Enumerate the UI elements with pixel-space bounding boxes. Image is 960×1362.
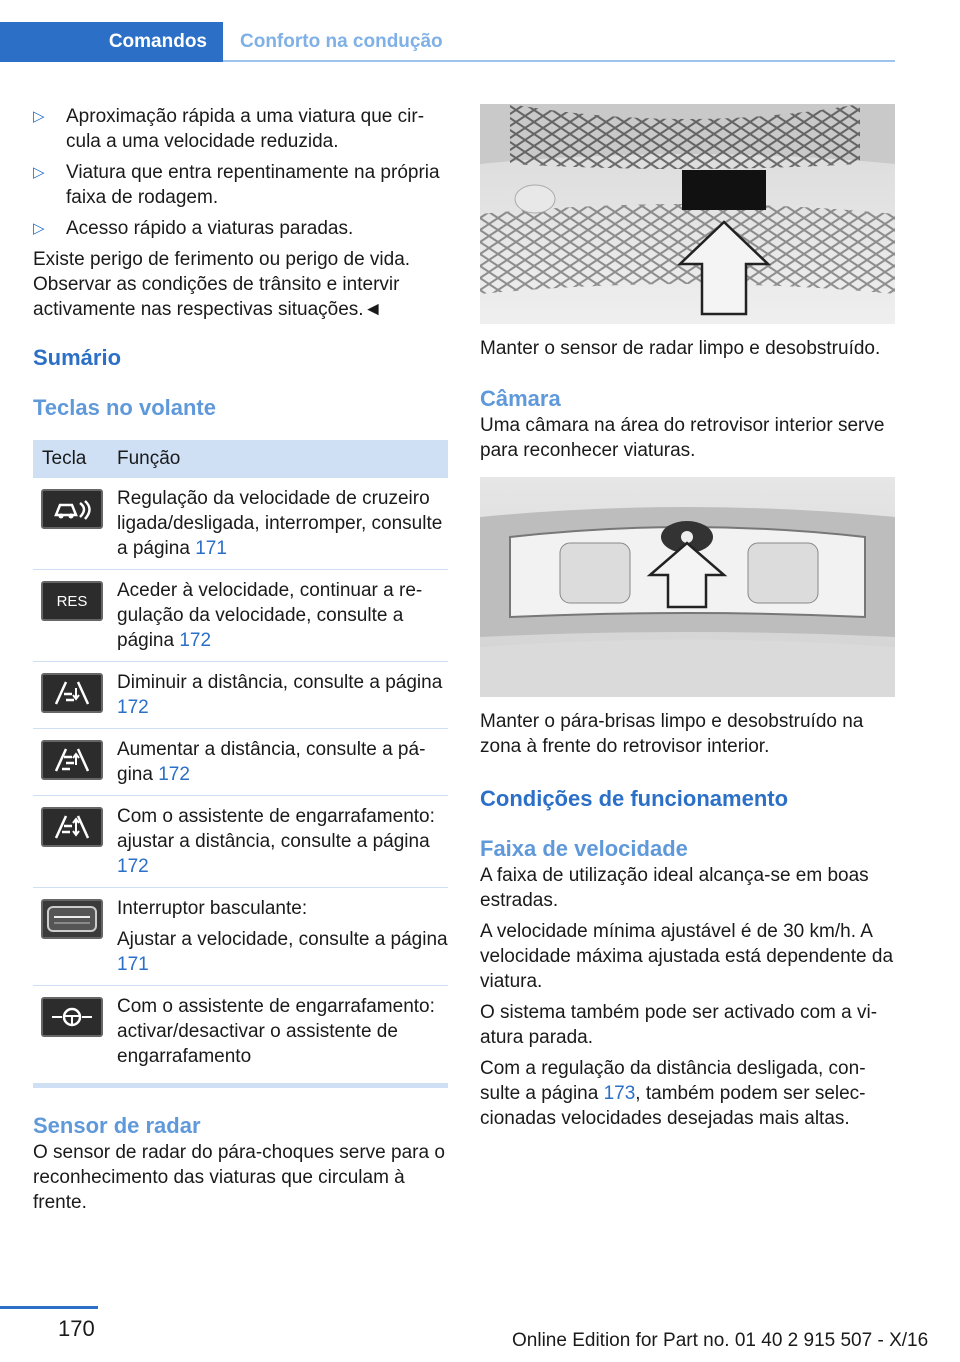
table-row — [33, 729, 448, 796]
function-cell — [117, 486, 448, 561]
warning-text: Existe perigo de ferimento ou perigo de vida. Observar as condições de trânsito e intervir activamente nas respectivas situações.◄ — [33, 249, 411, 320]
page-header — [0, 0, 960, 62]
heading-speed-range: Faixa de velocidade — [480, 836, 688, 861]
distance-adjust-icon — [41, 807, 103, 847]
table-row — [33, 986, 448, 1083]
page-link[interactable]: 172 — [179, 630, 212, 651]
function-text: Diminuir a distância, consulte a página — [117, 672, 443, 693]
function-text: Interruptor basculante: — [117, 898, 308, 919]
bullet-item — [33, 216, 448, 241]
heading-operating-conditions: Condições de funcionamento — [480, 786, 789, 811]
table-row — [33, 888, 448, 986]
table-bottom-rule — [33, 1083, 448, 1088]
heading-camera: Câmara — [480, 386, 561, 411]
speed-text: , também podem ser seleccionadas velocidades desejadas mais altas. — [480, 1083, 866, 1129]
bullet-item — [33, 104, 448, 154]
triangle-bullet-icon: ▷ — [33, 220, 45, 237]
table-header — [33, 440, 448, 478]
page-number: 170 — [58, 1316, 95, 1341]
page-link[interactable]: 172 — [117, 697, 149, 718]
function-text: Ajustar a velocidade, consulte a página — [117, 929, 448, 950]
header-tab-label: Comandos — [108, 31, 207, 52]
res-icon — [41, 581, 103, 621]
rocker-switch-icon — [41, 899, 103, 939]
speed-paragraph-4 — [480, 1056, 895, 1131]
table-row — [33, 478, 448, 570]
heading-radar-sensor: Sensor de radar — [33, 1113, 201, 1138]
column-header-key: Tecla — [42, 448, 87, 469]
function-text: Com o assistente de engarrafamento: ajustar a distância, consulte a página — [117, 806, 435, 852]
camera-image — [480, 477, 895, 697]
table-row — [33, 662, 448, 729]
function-cell — [117, 737, 448, 787]
function-cell — [117, 670, 448, 720]
radar-sensor-image — [480, 104, 895, 324]
speed-paragraph-1: A faixa de utilização ideal alcança-se em boas estradas. — [480, 865, 869, 911]
right-column — [480, 104, 895, 1137]
table-row — [33, 796, 448, 888]
function-text: Aceder à velocidade, continuar a regulação da velocidade, consulte a página — [117, 580, 423, 651]
speed-text: Com a regulação da distância desligada, consulte a página — [480, 1058, 866, 1104]
speed-paragraph-3: O sistema também pode ser activado com a viatura parada. — [480, 1002, 878, 1048]
speed-paragraph-2: A velocidade mínima ajustável é de 30 km/h. A velocidade máxima ajustada está dependente da viatura. — [480, 921, 894, 992]
cruise-control-icon — [41, 489, 103, 529]
function-text: Regulação da velocidade de cruzeiro ligada/desligada, interromper, consulte a página — [117, 488, 443, 559]
page-link[interactable]: 173 — [603, 1083, 636, 1104]
function-cell — [117, 578, 448, 653]
page-link[interactable]: 171 — [117, 954, 149, 975]
header-divider — [223, 60, 895, 62]
page-link[interactable]: 171 — [195, 538, 227, 559]
bullet-text: Acesso rápido a viaturas paradas. — [66, 218, 354, 239]
bullet-item — [33, 160, 448, 210]
function-cell — [117, 896, 448, 977]
distance-decrease-icon — [41, 673, 103, 713]
distance-increase-icon — [41, 740, 103, 780]
camera-caption: Manter o pára-brisas limpo e desobstruído na zona à frente do retrovisor interior. — [480, 711, 864, 757]
footer-rule — [0, 1306, 98, 1309]
page-link[interactable]: 172 — [158, 764, 190, 785]
edition-text: Online Edition for Part no. 01 40 2 915 507 - X/16 — [512, 1330, 929, 1351]
bullet-text: Aproximação rápida a uma viatura que circula a uma velocidade reduzida. — [66, 106, 425, 152]
function-cell — [117, 994, 448, 1069]
heading-steering-keys: Teclas no volante — [33, 395, 216, 420]
function-text: Aumentar a distância, consulte a página — [117, 739, 426, 785]
page-link[interactable]: 172 — [117, 856, 149, 877]
left-column — [33, 104, 448, 1221]
keys-table — [33, 440, 448, 1088]
heading-summary: Sumário — [33, 345, 122, 370]
res-icon-label: RES — [56, 592, 88, 610]
table-row — [33, 570, 448, 662]
function-text: Com o assistente de engarrafamento: activar/desactivar o assistente de engarrafamento — [117, 996, 435, 1067]
camera-text: Uma câmara na área do retrovisor interior serve para reconhecer viaturas. — [480, 415, 885, 461]
radar-text: O sensor de radar do pára-choques serve para o reconhecimento das viaturas que circulam à frente. — [33, 1142, 445, 1213]
traffic-jam-assistant-icon — [41, 997, 103, 1037]
triangle-bullet-icon: ▷ — [33, 164, 45, 181]
function-cell — [117, 804, 448, 879]
triangle-bullet-icon: ▷ — [33, 108, 45, 125]
header-tab-comandos — [0, 22, 223, 62]
radar-caption: Manter o sensor de radar limpo e desobstruído. — [480, 338, 881, 359]
column-header-function: Função — [117, 448, 181, 469]
bullet-text: Viatura que entra repentinamente na própria faixa de rodagem. — [66, 162, 440, 208]
header-tab-conforto: Conforto na condução — [240, 31, 443, 52]
